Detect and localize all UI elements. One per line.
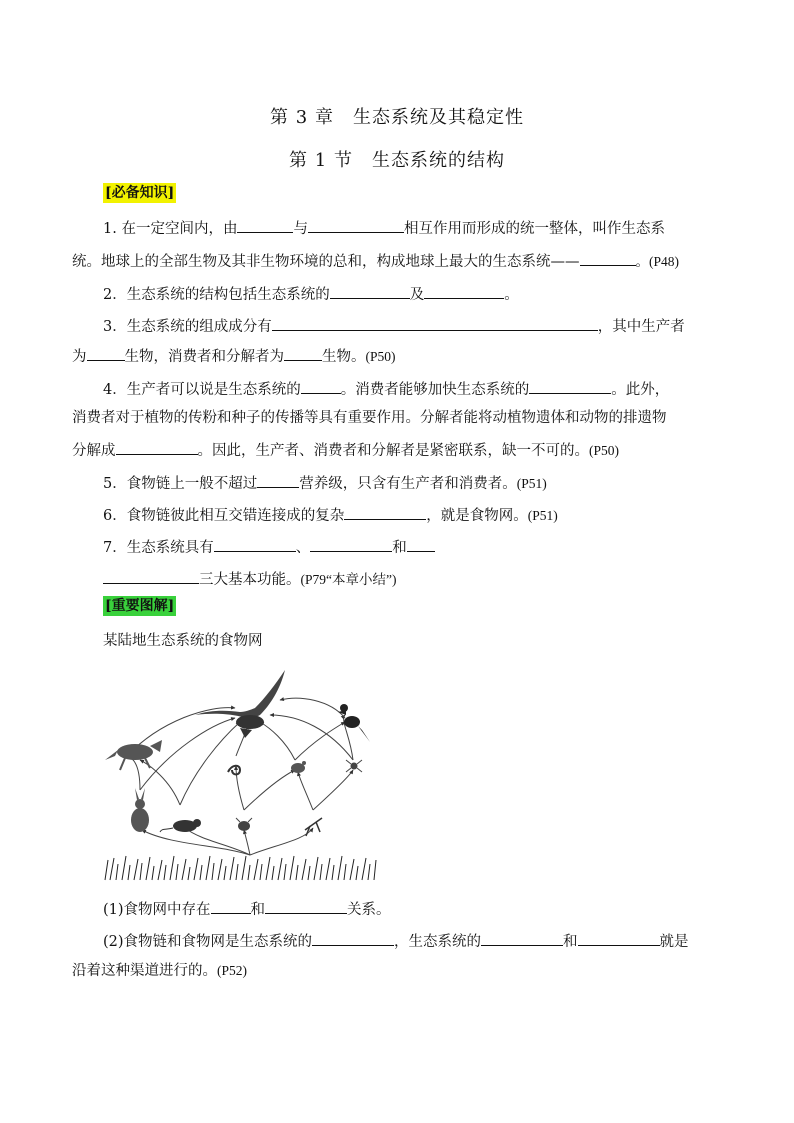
answer-blank[interactable] [272,315,598,331]
eagle-icon [195,670,285,738]
essential-knowledge-tag: [必备知识] [105,185,175,201]
answer-blank[interactable] [407,536,435,552]
fox-icon [105,740,162,770]
figure-question-2-line-1: (2)食物链和食物网是生态系统的 ，生态系统的 和 就是 [103,930,689,952]
answer-blank[interactable] [87,345,125,361]
arrow [244,830,250,855]
answer-blank[interactable] [301,378,341,394]
question-4-line-1: 4．生产者可以说是生态系统的 。消费者能够加快生态系统的 。此外， [103,378,669,400]
answer-blank[interactable] [284,345,322,361]
answer-blank[interactable] [578,930,660,946]
arrow [180,722,240,805]
insect-icon [236,818,252,831]
question-4-line-2: 消费者对于植物的传粉和种子的传播等具有重要作用。分解者能将动植物遗体和动物的排遗物 [72,410,667,426]
arrow [142,830,250,855]
answer-blank[interactable] [481,930,563,946]
answer-blank[interactable] [580,250,636,266]
arrow [270,715,353,760]
answer-blank[interactable] [344,504,426,520]
answer-blank[interactable] [312,930,394,946]
chapter-title: 第 3 章 生态系统及其稳定性 [270,107,524,128]
section-title: 第 1 节 生态系统的结构 [289,150,505,171]
answer-blank[interactable] [310,536,392,552]
figure-question-1: (1)食物网中存在 和 关系。 [103,898,391,920]
answer-blank[interactable] [257,472,299,488]
answer-blank[interactable] [237,217,293,233]
question-2: 2．生态系统的结构包括生态系统的 及 。 [103,283,519,305]
snake-icon [228,766,240,775]
frog-icon [291,761,306,773]
answer-blank[interactable] [424,283,504,299]
grasshopper-icon [305,818,322,836]
answer-blank[interactable] [211,898,251,914]
arrow [295,722,345,760]
arrow [298,772,313,810]
answer-blank[interactable] [265,898,347,914]
figure-caption: 某陆地生态系统的食物网 [103,633,263,649]
question-7-line-2: 三大基本功能。(P79“本章小结”) [103,568,396,590]
arrow [185,828,250,855]
arrow [260,722,295,760]
answer-blank[interactable] [330,283,410,299]
question-4-line-3: 分解成 。因此，生产者、消费者和分解者是紧密联系，缺一不可的。(P50) [72,439,619,461]
answer-blank[interactable] [116,439,198,455]
spider-icon [346,760,362,772]
arrow [125,757,140,790]
arrow [244,770,295,810]
figure-question-2-line-2: 沿着这种渠道进行的。(P52) [72,963,247,979]
arrow [140,718,235,790]
mouse-icon [160,819,201,832]
answer-blank[interactable] [214,536,296,552]
arrow [280,698,345,718]
question-5: 5．食物链上一般不超过 营养级，只含有生产者和消费者。(P51) [103,472,547,494]
question-1-line-2: 统。地球上的全部生物及其非生物环境的总和，构成地球上最大的生态系统—— 。(P48) [72,250,679,272]
answer-blank[interactable] [308,217,404,233]
question-7-line-1: 7．生态系统具有 、 和 [103,536,435,558]
question-3-line-1: 3．生态系统的组成成分有 ，其中生产者 [103,315,685,337]
question-6: 6．食物链彼此相互交错连接成的复杂 ，就是食物网。(P51) [103,504,558,526]
rabbit-icon [131,788,149,832]
answer-blank[interactable] [529,378,611,394]
question-1-line-1: 1. 在一定空间内，由 与 相互作用而形成的统一整体，叫作生态系 [103,217,665,239]
grass-layer [105,856,376,880]
food-web-diagram [100,660,380,882]
arrow [250,828,313,855]
arrow [313,770,353,810]
answer-blank[interactable] [103,568,199,584]
question-3-line-2: 为 生物，消费者和分解者为 生物。(P50) [72,345,396,367]
key-figure-tag: [重要图解] [105,598,175,614]
